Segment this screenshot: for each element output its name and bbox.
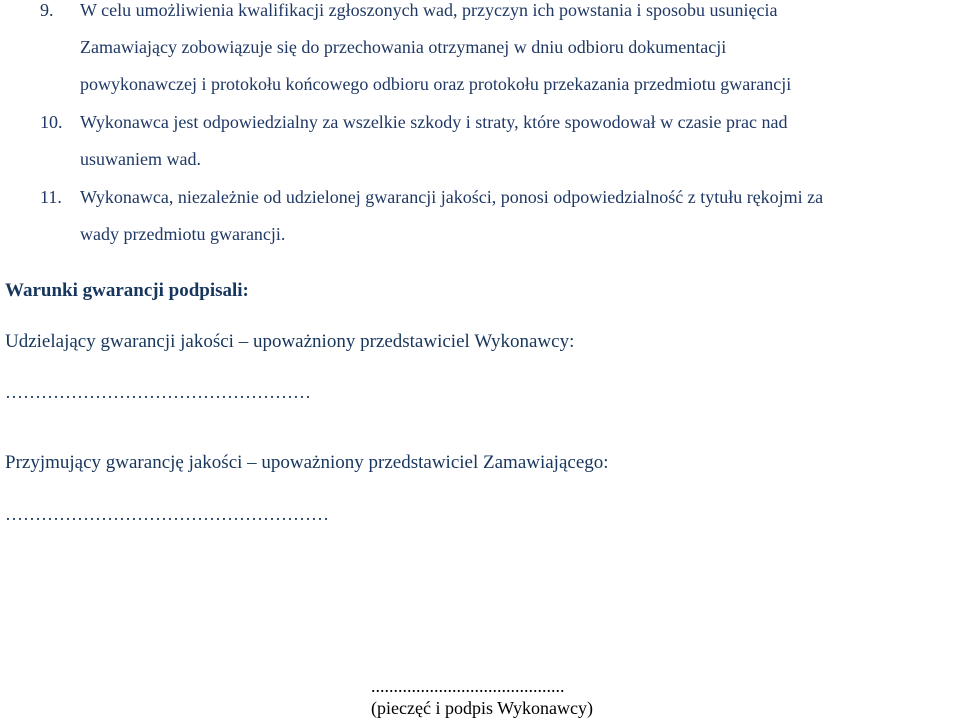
list-item-number: 10. bbox=[40, 112, 63, 132]
text-line: Zamawiający zobowiązuje się do przechowania otrzymanej w dniu odbioru dokumentacji bbox=[80, 37, 727, 57]
stamp-signature-block bbox=[371, 676, 593, 720]
stamp-signature-line: ........................................... bbox=[371, 676, 565, 696]
contractor-signature-line: …………………………………………… bbox=[5, 382, 311, 402]
text-line: wady przedmiotu gwarancji. bbox=[80, 224, 286, 244]
signatures-heading: Warunki gwarancji podpisali: bbox=[5, 280, 249, 301]
client-signature-label: Przyjmujący gwarancję jakości – upoważniony przedstawiciel Zamawiającego: bbox=[5, 452, 609, 473]
numbered-list bbox=[0, 0, 960, 259]
list-item-text bbox=[80, 0, 960, 103]
list-item-text bbox=[80, 179, 960, 253]
text-line: usuwaniem wad. bbox=[80, 149, 201, 169]
list-item-10 bbox=[0, 104, 960, 178]
text-line: W celu umożliwienia kwalifikacji zgłoszonych wad, przyczyn ich powstania i sposobu usunięcia bbox=[80, 0, 778, 20]
text-line: Wykonawca, niezależnie od udzielonej gwarancji jakości, ponosi odpowiedzialność z tytułu rękojmi za bbox=[80, 187, 824, 207]
list-item-number: 11. bbox=[40, 187, 62, 207]
text-line: Wykonawca jest odpowiedzialny za wszelkie szkody i straty, które spowodował w czasie prac nad bbox=[80, 112, 788, 132]
client-signature-line: ……………………………………………… bbox=[5, 504, 329, 524]
stamp-caption: (pieczęć i podpis Wykonawcy) bbox=[371, 698, 594, 718]
contractor-signature-label: Udzielający gwarancji jakości – upoważniony przedstawiciel Wykonawcy: bbox=[5, 331, 575, 352]
list-item-11 bbox=[0, 179, 960, 253]
list-item-9 bbox=[0, 0, 960, 103]
text-line: powykonawczej i protokołu końcowego odbioru oraz protokołu przekazania przedmiotu gwarancji bbox=[80, 74, 792, 94]
list-item-number: 9. bbox=[40, 0, 54, 20]
list-item-text bbox=[80, 104, 960, 178]
